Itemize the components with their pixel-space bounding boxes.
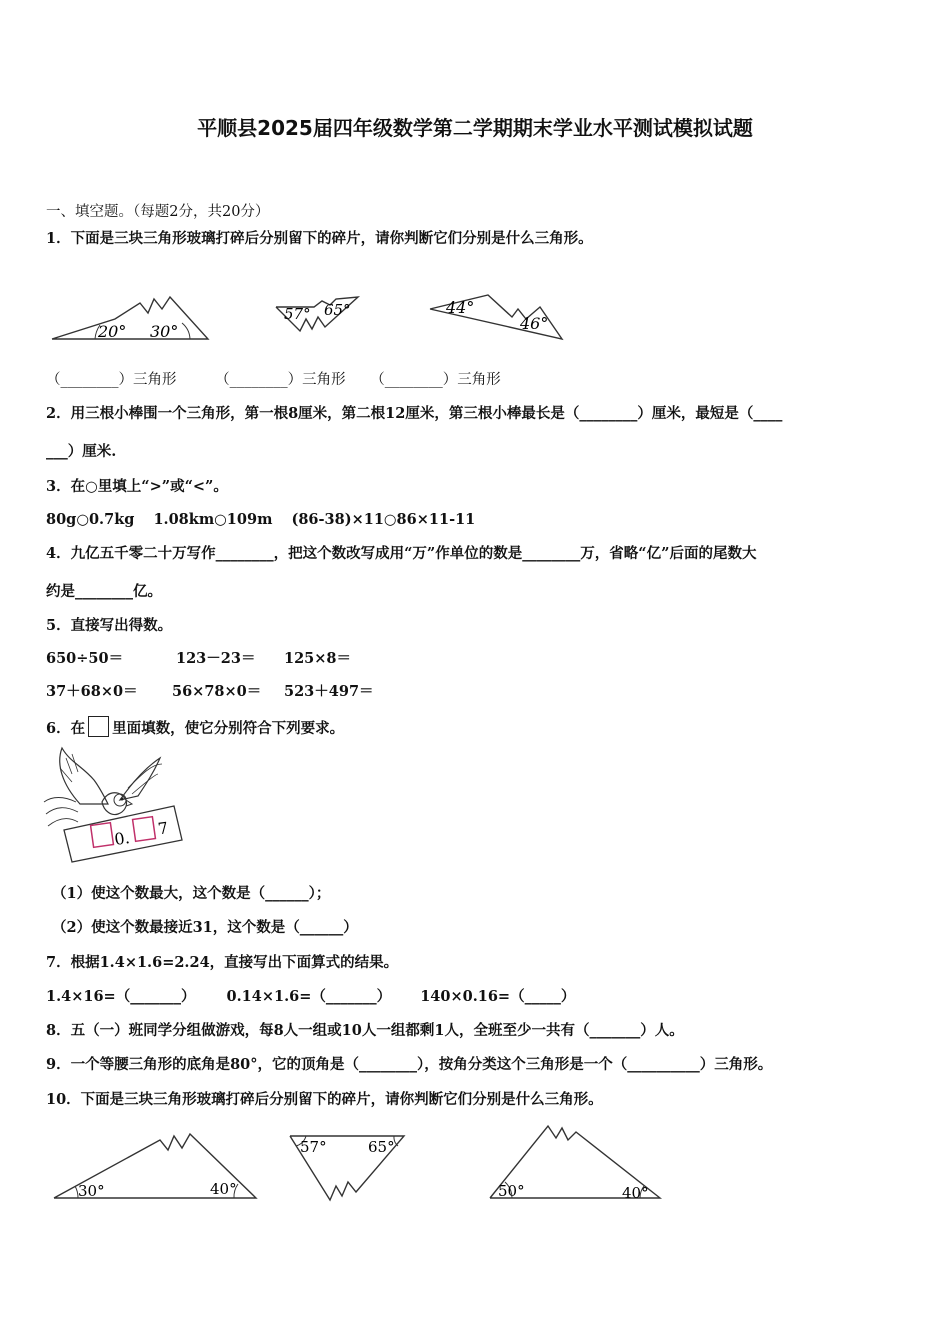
q3-item-3: (86-38)×11○86×11-11 [291, 511, 476, 528]
q1-triangle-figures [40, 285, 600, 355]
question-5: 5．直接写出得数。 [46, 617, 173, 634]
q1-fig3-angle-left: 44° [446, 298, 475, 317]
q10-fig3-angle-left: 50° [498, 1182, 525, 1200]
q1-fig1-angle-left: 20° [98, 322, 127, 341]
question-2-line2: ___）厘米. [46, 443, 117, 460]
q6-blank-box [88, 716, 109, 737]
question-10: 10．下面是三块三角形玻璃打碎后分别留下的碎片，请你判断它们分别是什么三角形。 [46, 1091, 603, 1108]
q5-item-4: 37＋68×0＝ [46, 683, 138, 700]
q7-items [46, 987, 575, 1007]
q5-row-2 [46, 682, 374, 702]
question-7: 7．根据1.4×1.6=2.24，直接写出下面算式的结果。 [46, 954, 399, 971]
bird-illustration [42, 744, 192, 864]
q7-item-3: 140×0.16=（_____） [420, 988, 576, 1005]
question-6 [46, 716, 344, 739]
question-2-line1: 2．用三根小棒围一个三角形，第一根8厘米，第二根12厘米，第三根小棒最长是（________）厘米，最短是（____ [46, 405, 783, 422]
q3-items [46, 510, 475, 530]
question-4-line2: 约是________亿。 [46, 583, 162, 600]
q1-answer-3: （________）三角形 [370, 372, 501, 388]
q1-fig2-angle-left: 57° [284, 305, 311, 323]
q5-item-2: 123－23＝ [176, 650, 256, 667]
page-title: 平顺县2025届四年级数学第二学期期末学业水平测试模拟试题 [197, 116, 753, 140]
q7-item-1: 1.4×16=（_______） [46, 988, 196, 1005]
question-9: 9．一个等腰三角形的底角是80°，它的顶角是（________），按角分类这个三角形是一个（__________）三角形。 [46, 1056, 773, 1073]
q6-suffix: 里面填数，使它分别符合下列要求。 [112, 720, 345, 737]
q5-row-1 [46, 649, 351, 669]
question-8: 8．五（一）班同学分组做游戏，每8人一组或10人一组都剩1人，全班至少一共有（_______）人。 [46, 1022, 684, 1039]
q6-sub-1: （1）使这个数最大，这个数是（______）； [52, 885, 331, 902]
q10-triangle-figures [44, 1120, 674, 1210]
q5-item-1: 650÷50＝ [46, 650, 124, 667]
q3-item-2: 1.08km○109m [153, 511, 273, 528]
question-3: 3．在○里填上“>”或“<”。 [46, 478, 228, 495]
q10-fig2-angle-right: 65° [368, 1138, 395, 1156]
question-4-line1: 4．九亿五千零二十万写作________，把这个数改写成用“万”作单位的数是________万，省略“亿”后面的尾数大 [46, 545, 757, 562]
q10-fig3-angle-right: 40° [622, 1184, 649, 1202]
q1-answer-2: （________）三角形 [215, 372, 346, 388]
q1-fig3-angle-right: 46° [520, 314, 549, 333]
q6-prefix: 6．在 [46, 720, 86, 737]
q5-item-3: 125×8＝ [284, 650, 352, 667]
q1-fig2-angle-right: 65° [324, 301, 351, 319]
section-heading: 一、填空题。（每题2分，共20分） [46, 204, 270, 220]
q10-fig1-angle-right: 40° [210, 1180, 237, 1198]
q3-item-1: 80g○0.7kg [46, 511, 135, 528]
question-1: 1．下面是三块三角形玻璃打碎后分别留下的碎片，请你判断它们分别是什么三角形。 [46, 230, 593, 247]
sign-digit: 7 [156, 818, 170, 839]
sign-decimal: 0. [113, 828, 131, 849]
q7-item-2: 0.14×1.6=（_______） [226, 988, 392, 1005]
q1-fig1-shape [52, 297, 208, 339]
q5-item-5: 56×78×0＝ [172, 683, 262, 700]
q10-fig1-angle-left: 30° [78, 1182, 105, 1200]
q5-item-6: 523＋497＝ [284, 683, 374, 700]
q10-fig2-angle-left: 57° [300, 1138, 327, 1156]
q6-sub-2: （2）使这个数最接近31，这个数是（______） [52, 919, 358, 936]
q1-answers [46, 370, 501, 390]
q1-fig1-angle-right: 30° [150, 322, 179, 341]
q1-answer-1: （________）三角形 [46, 372, 177, 388]
